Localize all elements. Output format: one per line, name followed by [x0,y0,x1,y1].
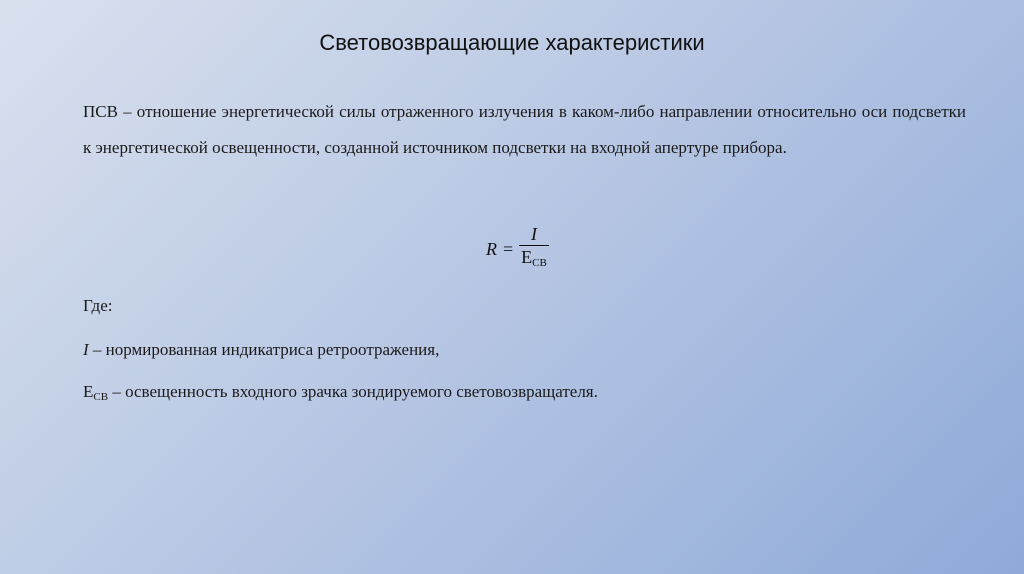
formula-numerator: I [531,224,537,244]
legend-symbol: E [83,382,94,401]
where-label: Где: [83,296,113,315]
legend-text: – освещенность входного зрачка зондируемого световозвращателя. [108,382,598,401]
formula-denominator-sub: СВ [532,257,547,269]
legend-item-ecb [83,382,598,403]
formula [486,224,549,274]
definition-paragraph: ПСВ – отношение энергетической силы отраженного излучения в каком-либо направлении относительно оси подсветки к энергетической освещенности, созданной источником подсветки на входной апертуре прибора. [83,102,966,157]
legend-symbol: I [83,340,89,359]
formula-denominator-main: E [521,247,533,267]
formula-denominator [519,246,549,274]
formula-lhs: R [486,238,497,259]
legend-text: – нормированная индикатриса ретроотражения, [88,340,440,359]
formula-equals: = [503,238,514,259]
slide-title: Световозвращающие характеристики [319,30,705,55]
legend-item-i [83,340,439,360]
legend-symbol-sub: СВ [93,391,109,403]
formula-fraction [519,224,549,274]
